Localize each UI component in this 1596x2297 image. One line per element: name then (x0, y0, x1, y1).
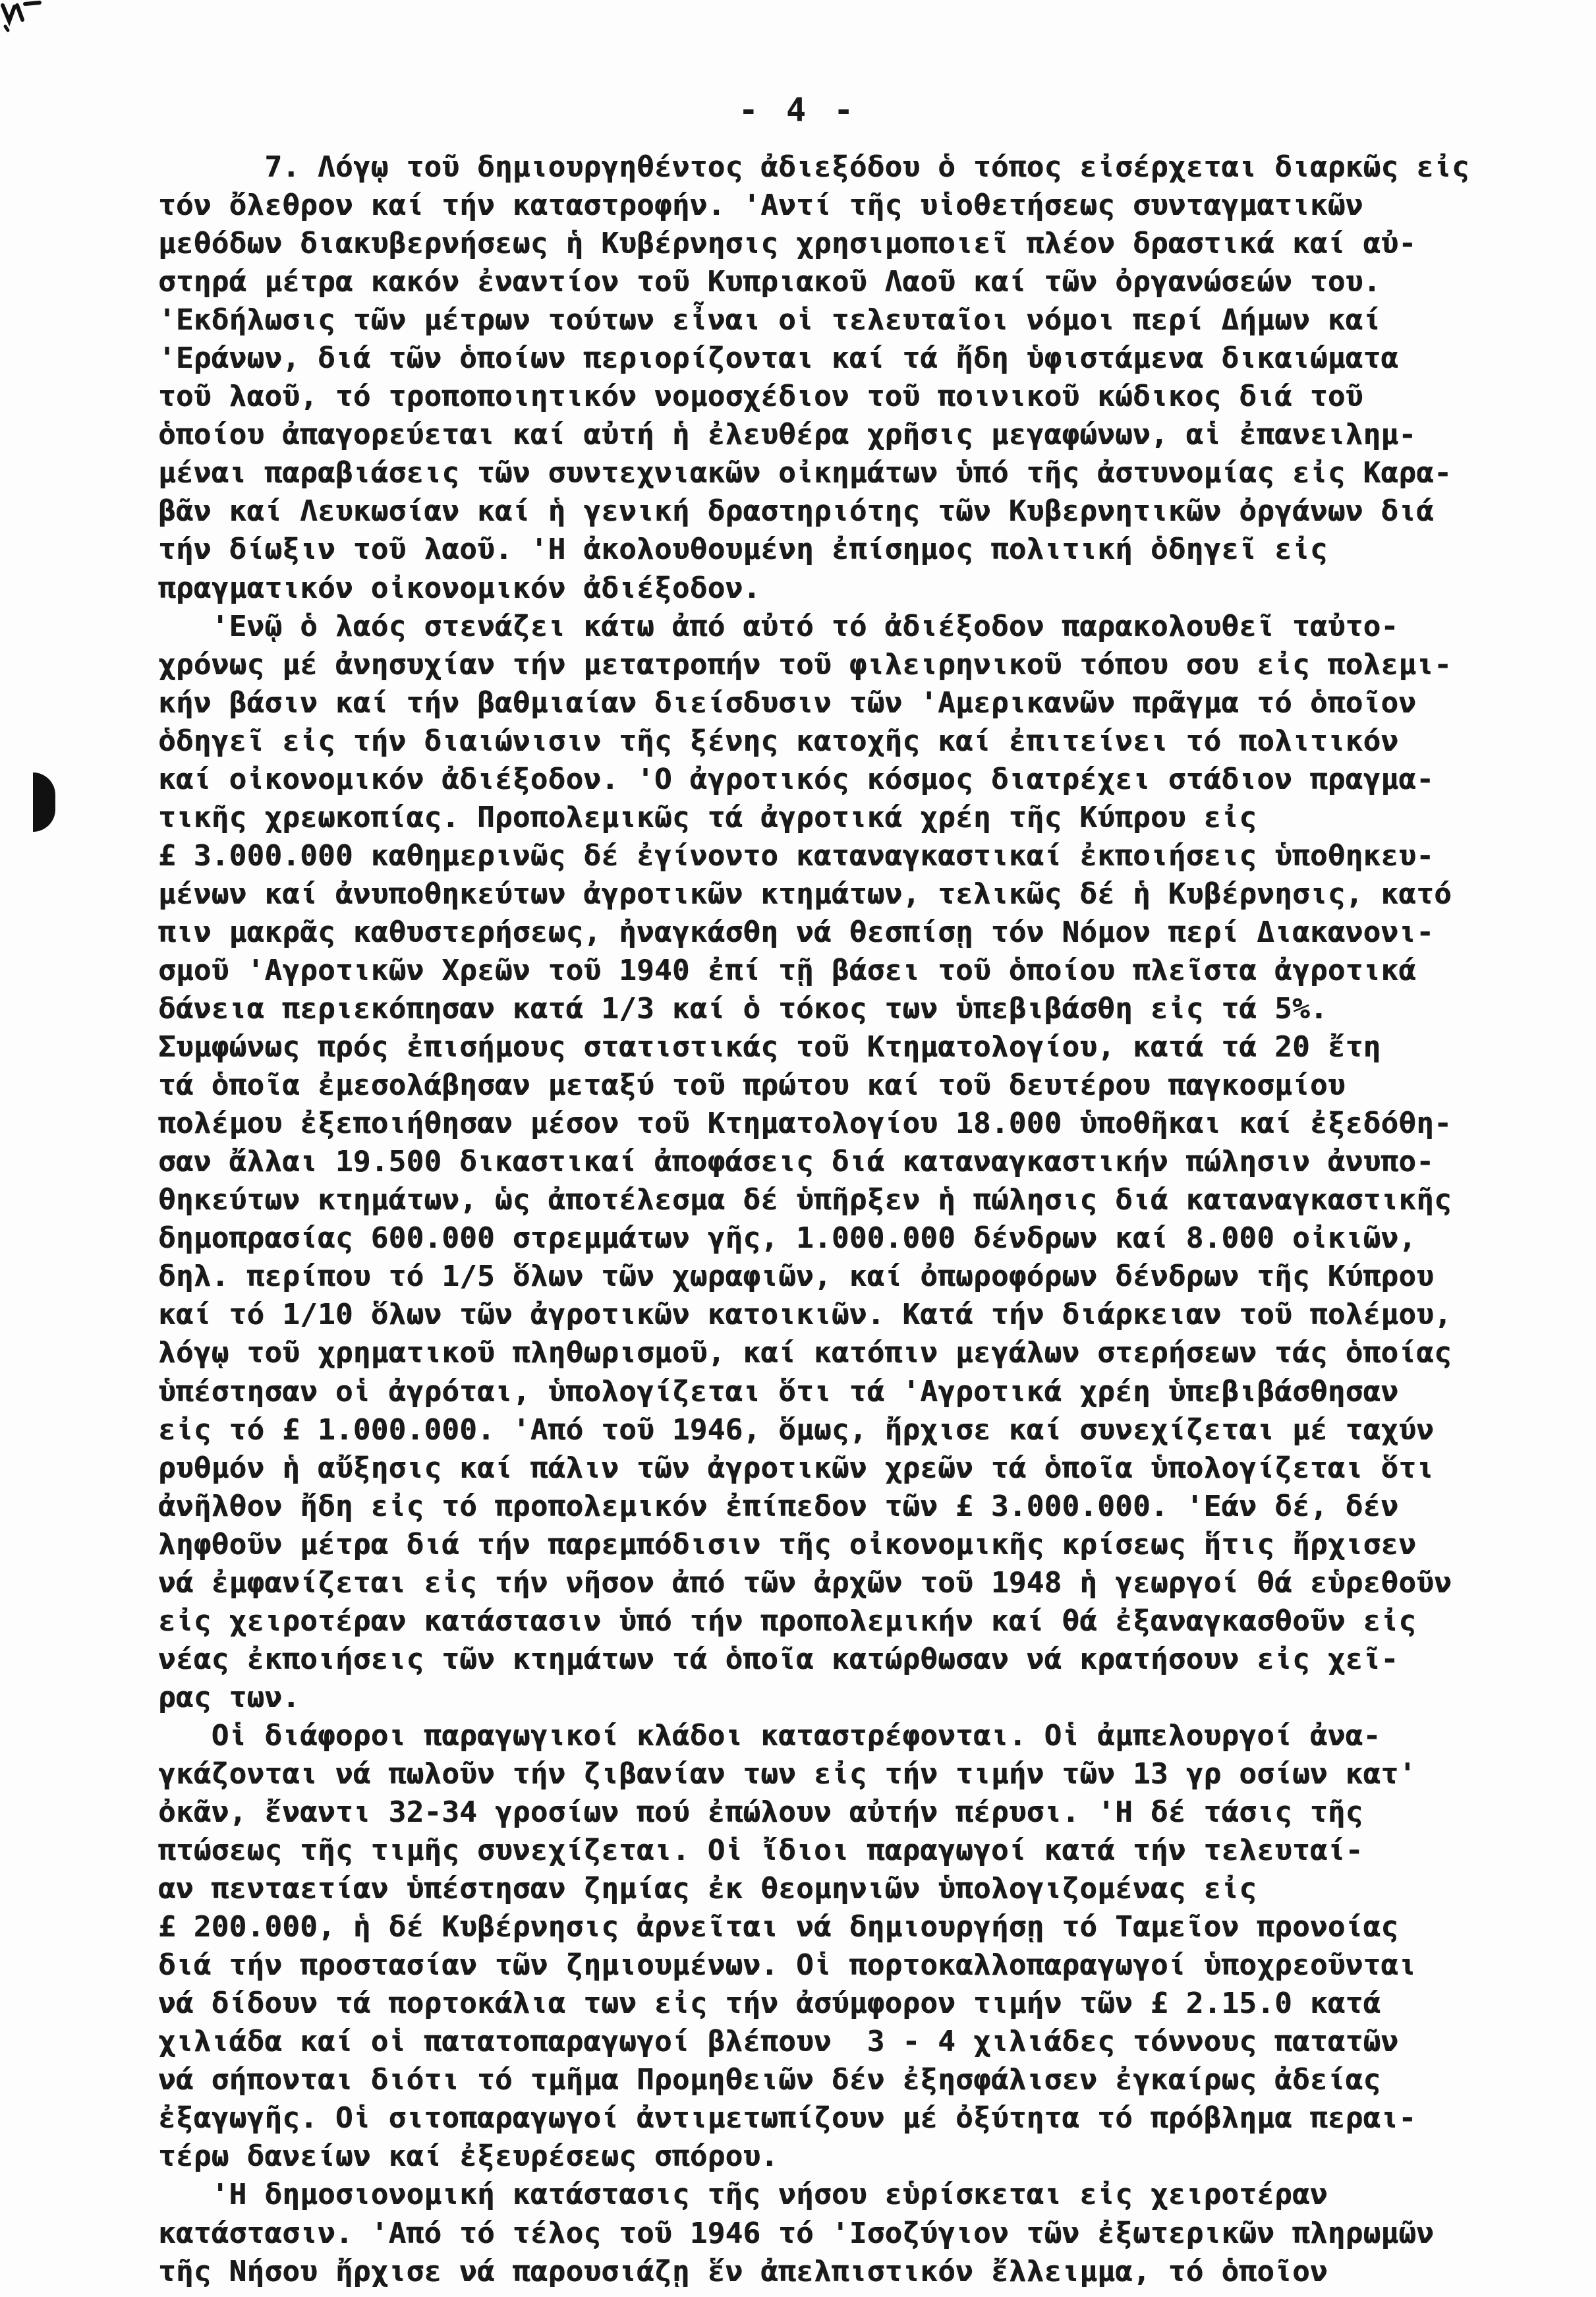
text-line: νά ἐμφανίζεται εἰς τήν νῆσον ἀπό τῶν ἀρχῶν τοῦ 1948 ἡ γεωργοί θά εὑρεθοῦν (158, 1565, 1452, 1600)
text-line: πραγματικόν οἰκονομικόν ἀδιέξοδον. (158, 571, 761, 605)
text-line: τά ὁποῖα ἐμεσολάβησαν μεταξύ τοῦ πρώτου καί τοῦ δευτέρου παγκοσμίου (158, 1068, 1346, 1103)
text-line: στηρά μέτρα κακόν ἐναντίον τοῦ Κυπριακοῦ Λαοῦ καί τῶν ὀργανώσεών του. (158, 265, 1381, 299)
text-line: ληφθοῦν μέτρα διά τήν παρεμπόδισιν τῆς οἰκονομικῆς κρίσεως ἥτις ἤρχισεν (158, 1527, 1417, 1561)
text-line: κήν βάσιν καί τήν βαθμιαίαν διείσδυσιν τῶν 'Αμερικανῶν πρᾶγμα τό ὁποῖον (158, 685, 1417, 720)
text-line: πολέμου ἐξεποιήθησαν μέσον τοῦ Κτηματολογίου 18.000 ὑποθῆκαι καί ἐξεδόθη- (158, 1107, 1452, 1141)
margin-bracket-mark (33, 772, 55, 832)
text-line: ὑπέστησαν οἱ ἀγρόται, ὑπολογίζεται ὅτι τά 'Αγροτικά χρέη ὑπεβιβάσθησαν (158, 1374, 1399, 1409)
text-line: μεθόδων διακυβερνήσεως ἡ Κυβέρνησις χρησιμοποιεῖ πλέον δραστικά καί αὐ- (158, 227, 1417, 261)
text-line: ρυθμόν ἡ αὔξησις καί πάλιν τῶν ἀγροτικῶν χρεῶν τά ὁποῖα ὑπολογίζεται ὅτι (158, 1451, 1435, 1485)
text-line: πιν μακρᾶς καθυστερήσεως, ἠναγκάσθη νά θεσπίσῃ τόν Νόμον περί Διακανονι- (158, 915, 1435, 949)
text-line: νά σήπονται διότι τό τμῆμα Προμηθειῶν δέν ἐξησφάλισεν ἐγκαίρως ἀδείας (158, 2063, 1381, 2097)
text-line: ὀκᾶν, ἔναντι 32-34 γροσίων πού ἐπώλουν αὐτήν πέρυσι. 'Η δέ τάσις τῆς (158, 1795, 1363, 1830)
text-line: μέναι παραβιάσεις τῶν συντεχνιακῶν οἰκημάτων ὑπό τῆς ἀστυνομίας εἰς Καρα- (158, 456, 1452, 490)
text-line: δημοπρασίας 600.000 στρεμμάτων γῆς, 1.000.000 δένδρων καί 8.000 οἰκιῶν, (158, 1221, 1417, 1256)
text-line: μένων καί ἀνυποθηκεύτων ἀγροτικῶν κτημάτων, τελικῶς δέ ἡ Κυβέρνησις, κατό (158, 877, 1452, 911)
text-line: γκάζονται νά πωλοῦν τήν ζιβανίαν των εἰς τήν τιμήν τῶν 13 γρ οσίων κατ' (158, 1757, 1417, 1791)
text-line: £ 200.000, ἡ δέ Κυβέρνησις ἀρνεῖται νά δημιουργήσῃ τό Ταμεῖον προνοίας (158, 1910, 1399, 1944)
text-line: σμοῦ 'Αγροτικῶν Χρεῶν τοῦ 1940 ἐπί τῇ βάσει τοῦ ὁποίου πλεῖστα ἀγροτικά (158, 953, 1417, 987)
text-line: νέας ἐκποιήσεις τῶν κτημάτων τά ὁποῖα κατώρθωσαν νά κρατήσουν εἰς χεῖ- (158, 1642, 1399, 1676)
text-line: 'Ενῷ ὁ λαός στενάζει κάτω ἀπό αὐτό τό ἀδιέξοδον παρακολουθεῖ ταὐτο- (158, 609, 1399, 643)
text-line: τόν ὄλεθρον καί τήν καταστροφήν. 'Αντί τῆς υἱοθετήσεως συνταγματικῶν (158, 189, 1363, 223)
text-line: Συμφώνως πρός ἐπισήμους στατιστικάς τοῦ Κτηματολογίου, κατά τά 20 ἔτη (158, 1030, 1381, 1064)
text-line: τῆς Νήσου ἤρχισε νά παρουσιάζῃ ἕν ἀπελπιστικόν ἔλλειμμα, τό ὁποῖον (158, 2254, 1328, 2288)
text-line: βᾶν καί Λευκωσίαν καί ἡ γενική δραστηριότης τῶν Κυβερνητικῶν ὀργάνων διά (158, 494, 1435, 529)
body-text (158, 148, 1542, 2291)
text-line: σαν ἄλλαι 19.500 δικαστικαί ἀποφάσεις διά καταναγκαστικήν πώλησιν ἀνυπο- (158, 1145, 1435, 1179)
text-line: δηλ. περίπου τό 1/5 ὅλων τῶν χωραφιῶν, καί ὀπωροφόρων δένδρων τῆς Κύπρου (158, 1260, 1435, 1294)
text-line: χρόνως μέ ἀνησυχίαν τήν μετατροπήν τοῦ φιλειρηνικοῦ τόπου σου εἰς πολεμι- (158, 647, 1452, 682)
text-line: εἰς χειροτέραν κατάστασιν ὑπό τήν προπολεμικήν καί θά ἐξαναγκασθοῦν εἰς (158, 1604, 1417, 1638)
text-line: δάνεια περιεκόπησαν κατά 1/3 καί ὁ τόκος των ὑπεβιβάσθη εἰς τά 5%. (158, 992, 1328, 1026)
text-line: ἐξαγωγῆς. Οἱ σιτοπαραγωγοί ἀντιμετωπίζουν μέ ὀξύτητα τό πρόβλημα περαι- (158, 2101, 1417, 2136)
text-line: τήν δίωξιν τοῦ λαοῦ. 'Η ἀκολουθουμένη ἐπίσημος πολιτική ὁδηγεῖ εἰς (158, 533, 1328, 567)
text-line: εἰς τό £ 1.000.000. 'Από τοῦ 1946, ὅμως, ἤρχισε καί συνεχίζεται μέ ταχύν (158, 1412, 1435, 1447)
text-line: χιλιάδα καί οἱ πατατοπαραγωγοί βλέπουν 3 - 4 χιλιάδες τόννους πατατῶν (158, 2025, 1399, 2059)
text-line: πτώσεως τῆς τιμῆς συνεχίζεται. Οἱ ἴδιοι παραγωγοί κατά τήν τελευταί- (158, 1834, 1363, 1868)
text-line: αν πενταετίαν ὑπέστησαν ζημίας ἐκ θεομηνιῶν ὑπολογιζομένας εἰς (158, 1872, 1257, 1906)
corner-scribble-mark (0, 0, 46, 46)
text-line: τέρω δανείων καί ἐξευρέσεως σπόρου. (158, 2139, 779, 2174)
page-number: - 4 - (738, 91, 858, 129)
text-line: καί τό 1/10 ὅλων τῶν ἀγροτικῶν κατοικιῶν. Κατά τήν διάρκειαν τοῦ πολέμου, (158, 1298, 1452, 1332)
text-line: Οἱ διάφοροι παραγωγικοί κλάδοι καταστρέφονται. Οἱ ἀμπελουργοί ἀνα- (158, 1718, 1381, 1753)
text-line: 7. Λόγῳ τοῦ δημιουργηθέντος ἀδιεξόδου ὁ τόπος εἰσέρχεται διαρκῶς εἰς (158, 150, 1469, 184)
text-line: £ 3.000.000 καθημερινῶς δέ ἐγίνοντο καταναγκαστικαί ἐκποιήσεις ὑποθηκευ- (158, 838, 1435, 873)
text-line: κατάστασιν. 'Από τό τέλος τοῦ 1946 τό 'Ισοζύγιον τῶν ἐξωτερικῶν πληρωμῶν (158, 2216, 1435, 2250)
text-line: ὁδηγεῖ εἰς τήν διαιώνισιν τῆς ξένης κατοχῆς καί ἐπιτείνει τό πολιτικόν (158, 724, 1399, 758)
text-line: διά τήν προστασίαν τῶν ζημιουμένων. Οἱ πορτοκαλλοπαραγωγοί ὑποχρεοῦνται (158, 1948, 1417, 1983)
text-line: 'Η δημοσιονομική κατάστασις τῆς νήσου εὑρίσκεται εἰς χειροτέραν (158, 2178, 1328, 2212)
text-line: λόγῳ τοῦ χρηματικοῦ πληθωρισμοῦ, καί κατόπιν μεγάλων στερήσεων τάς ὁποίας (158, 1336, 1452, 1370)
text-line: ρας των. (158, 1680, 300, 1714)
text-line: 'Εκδήλωσις τῶν μέτρων τούτων εἶναι οἱ τελευταῖοι νόμοι περί Δήμων καί (158, 303, 1381, 337)
text-line: νά δίδουν τά πορτοκάλια των εἰς τήν ἀσύμφορον τιμήν τῶν £ 2.15.0 κατά (158, 1987, 1381, 2021)
text-line: καί οἰκονομικόν ἀδιέξοδον. 'Ο ἀγροτικός κόσμος διατρέχει στάδιον πραγμα- (158, 762, 1435, 796)
text-line: τικῆς χρεωκοπίας. Προπολεμικῶς τά ἀγροτικά χρέη τῆς Κύπρου εἰς (158, 800, 1257, 834)
text-line: ὁποίου ἀπαγορεύεται καί αὐτή ἡ ἐλευθέρα χρῆσις μεγαφώνων, αἱ ἐπανειλημ- (158, 418, 1417, 452)
text-line: 'Εράνων, διά τῶν ὁποίων περιορίζονται καί τά ἤδη ὑφιστάμενα δικαιώματα (158, 341, 1399, 376)
text-line: θηκεύτων κτημάτων, ὡς ἀποτέλεσμα δέ ὑπῆρξεν ἡ πώλησις διά καταναγκαστικῆς (158, 1183, 1452, 1217)
text-line: ἀνῆλθον ἤδη εἰς τό προπολεμικόν ἐπίπεδον τῶν £ 3.000.000. 'Εάν δέ, δέν (158, 1489, 1399, 1523)
text-line: τοῦ λαοῦ, τό τροποποιητικόν νομοσχέδιον τοῦ ποινικοῦ κώδικος διά τοῦ (158, 380, 1363, 414)
